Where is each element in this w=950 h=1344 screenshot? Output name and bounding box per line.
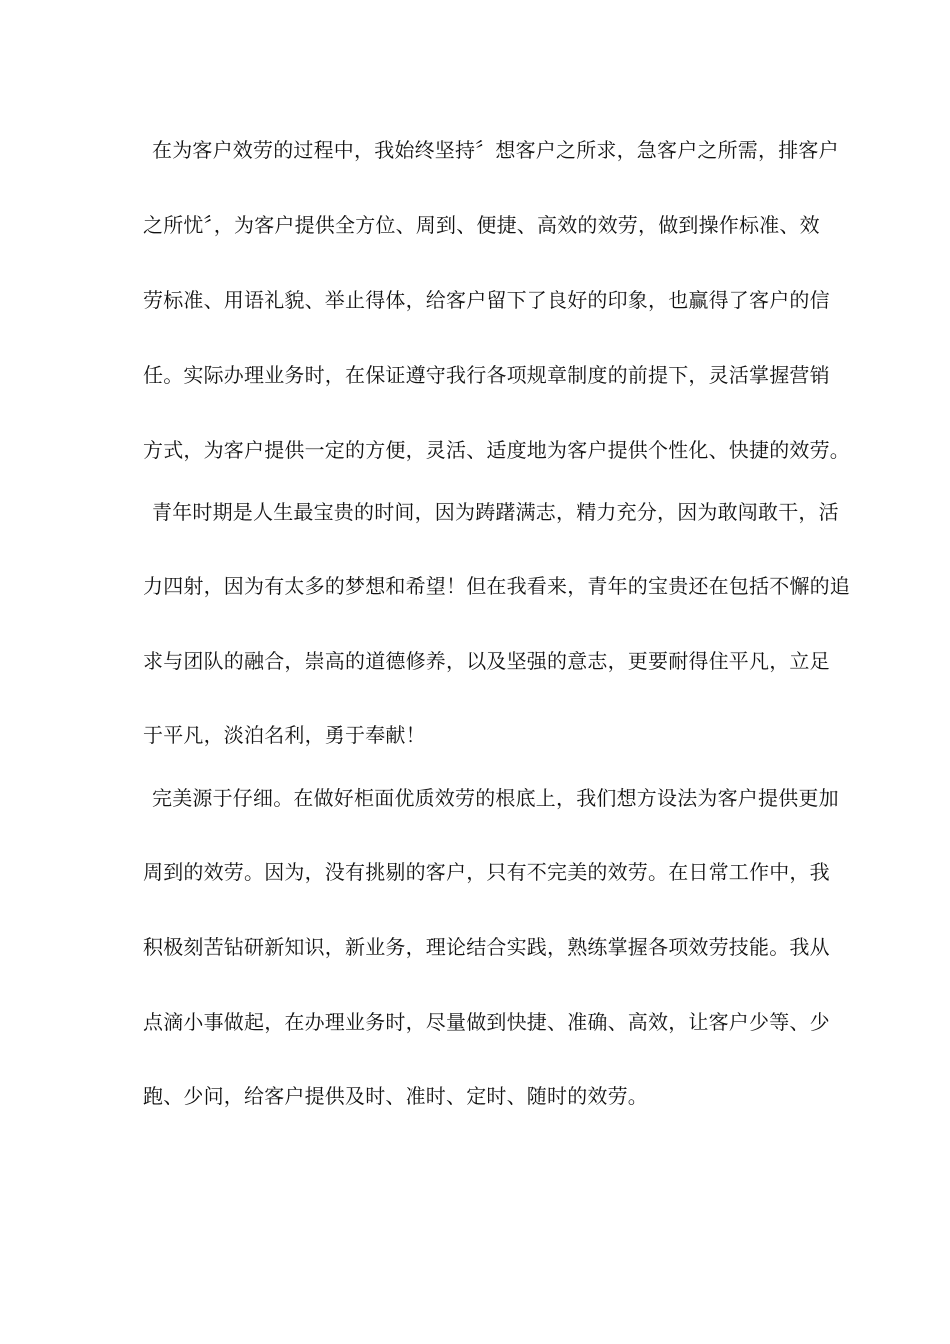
paragraph-3-line-1: 完美源于仔细。在做好柜面优质效劳的根底上，我们想方设法为客户提供更加 [152,786,839,810]
paragraph-2-line-1: 青年时期是人生最宝贵的时间，因为踌躇满志，精力充分，因为敢闯敢干，活 [152,500,839,524]
paragraph-1-line-4: 任。实际办理业务时，在保证遵守我行各项规章制度的前提下，灵活掌握营销 [143,363,830,387]
paragraph-1-line-2: 之所忧〞，为客户提供全方位、周到、便捷、高效的效劳，做到操作标准、效 [143,213,820,237]
paragraph-1-line-3: 劳标准、用语礼貌、举止得体，给客户留下了良好的印象，也赢得了客户的信 [143,288,830,312]
paragraph-1-line-5: 方式，为客户提供一定的方便，灵活、适度地为客户提供个性化、快捷的效劳。 [143,438,850,462]
paragraph-2-line-3: 求与团队的融合，崇高的道德修养，以及坚强的意志，更要耐得住平凡，立足 [143,649,830,673]
paragraph-2-line-4: 于平凡，淡泊名利，勇于奉献！ [143,723,426,747]
paragraph-3-line-4: 点滴小事做起，在办理业务时，尽量做到快捷、准确、高效，让客户少等、少 [143,1010,830,1034]
paragraph-3-line-5: 跑、少问，给客户提供及时、准时、定时、随时的效劳。 [143,1084,648,1108]
paragraph-3-line-3: 积极刻苦钻研新知识，新业务，理论结合实践，熟练掌握各项效劳技能。我从 [143,935,830,959]
paragraph-2-line-2: 力四射，因为有太多的梦想和希望！但在我看来，青年的宝贵还在包括不懈的追 [143,574,850,598]
paragraph-1-line-1: 在为客户效劳的过程中，我始终坚持〞想客户之所求，急客户之所需，排客户 [152,138,839,162]
paragraph-3-line-2: 周到的效劳。因为，没有挑剔的客户，只有不完美的效劳。在日常工作中，我 [143,860,830,884]
